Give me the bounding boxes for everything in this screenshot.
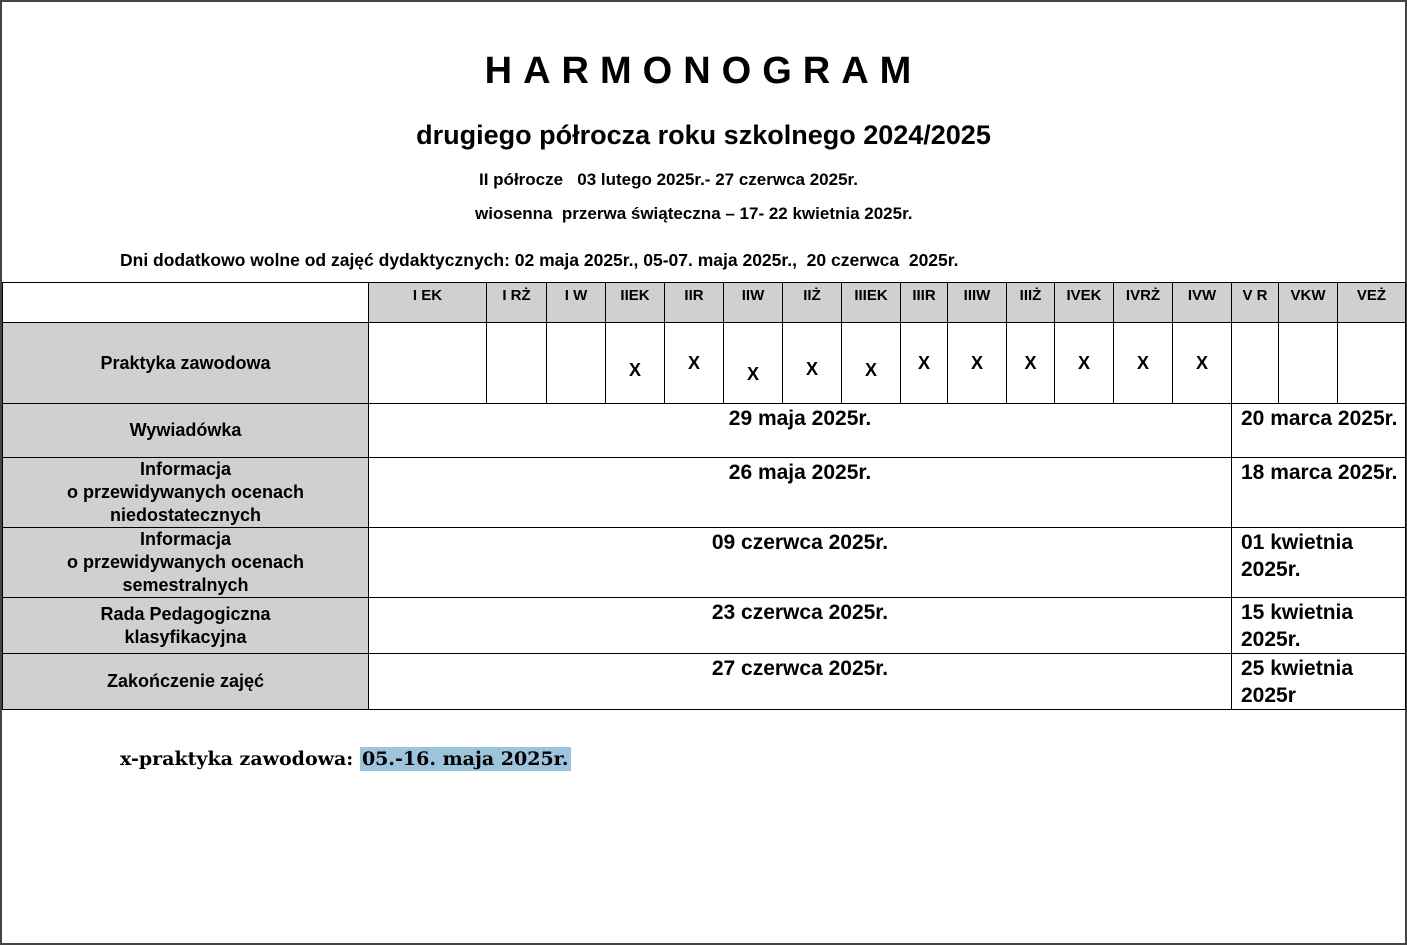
main-date-cell: 23 czerwca 2025r.	[369, 598, 1232, 654]
practice-mark: X	[665, 323, 724, 404]
class-header: VEŻ	[1338, 283, 1406, 323]
final-year-date-cell: 15 kwietnia 2025r.	[1232, 598, 1406, 654]
class-header: VKW	[1279, 283, 1338, 323]
row-label: Rada Pedagogiczna klasyfikacyjna	[3, 598, 369, 654]
class-header: IVRŻ	[1114, 283, 1173, 323]
class-header: IIR	[665, 283, 724, 323]
main-date-cell: 27 czerwca 2025r.	[369, 654, 1232, 710]
practice-mark: X	[948, 323, 1007, 404]
practice-mark	[1232, 323, 1279, 404]
corner-cell	[3, 283, 369, 323]
row-label: Informacja o przewidywanych ocenach niedostatecznych	[3, 458, 369, 528]
final-year-date-cell: 20 marca 2025r.	[1232, 404, 1406, 458]
table-row	[3, 598, 1406, 654]
class-header: I EK	[369, 283, 487, 323]
class-header: IVW	[1173, 283, 1232, 323]
practice-mark: X	[606, 323, 665, 404]
final-year-date-cell: 25 kwietnia 2025r	[1232, 654, 1406, 710]
class-header: V R	[1232, 283, 1279, 323]
row-label: Informacja o przewidywanych ocenach semestralnych	[3, 528, 369, 598]
footnote-dates: 05.-16. maja 2025r.	[361, 748, 569, 770]
document-subtitle: drugiego półrocza roku szkolnego 2024/2025	[416, 120, 991, 150]
practice-mark: X	[1173, 323, 1232, 404]
practice-mark	[1338, 323, 1406, 404]
main-date-cell: 29 maja 2025r.	[369, 404, 1232, 458]
semester-dates: II półrocze 03 lutego 2025r.- 27 czerwca 2025r.	[479, 170, 858, 189]
final-year-date-cell: 18 marca 2025r.	[1232, 458, 1406, 528]
practice-label: Praktyka zawodowa	[3, 323, 369, 404]
practice-mark	[1279, 323, 1338, 404]
class-header-row	[3, 283, 1406, 323]
main-date-cell: 26 maja 2025r.	[369, 458, 1232, 528]
class-header: IIW	[724, 283, 783, 323]
class-header: IVEK	[1055, 283, 1114, 323]
practice-mark: X	[724, 323, 783, 404]
class-header: IIIW	[948, 283, 1007, 323]
table-row	[3, 458, 1406, 528]
practice-mark	[369, 323, 487, 404]
practice-mark: X	[1007, 323, 1055, 404]
class-header: IIIEK	[842, 283, 901, 323]
final-year-date-cell: 01 kwietnia 2025r.	[1232, 528, 1406, 598]
practice-row	[3, 323, 1406, 404]
practice-mark: X	[842, 323, 901, 404]
practice-mark: X	[1114, 323, 1173, 404]
table-row	[3, 404, 1406, 458]
class-header: I RŻ	[487, 283, 547, 323]
class-header: IIŻ	[783, 283, 842, 323]
footnote	[120, 744, 571, 774]
row-label: Wywiadówka	[3, 404, 369, 458]
spring-break-dates: wiosenna przerwa świąteczna – 17- 22 kwietnia 2025r.	[475, 204, 913, 223]
class-header: IIIŻ	[1007, 283, 1055, 323]
class-header: I W	[547, 283, 606, 323]
document-title: HARMONOGRAM	[484, 50, 923, 92]
row-label: Zakończenie zajęć	[3, 654, 369, 710]
practice-mark: X	[783, 323, 842, 404]
main-date-cell: 09 czerwca 2025r.	[369, 528, 1232, 598]
table-row	[3, 654, 1406, 710]
class-header: IIEK	[606, 283, 665, 323]
footnote-prefix: x-praktyka zawodowa:	[120, 748, 360, 770]
practice-mark	[487, 323, 547, 404]
practice-mark	[547, 323, 606, 404]
schedule-table	[2, 282, 1406, 710]
table-row	[3, 528, 1406, 598]
practice-mark: X	[901, 323, 948, 404]
practice-mark: X	[1055, 323, 1114, 404]
class-header: IIIR	[901, 283, 948, 323]
free-days-info: Dni dodatkowo wolne od zajęć dydaktycznych: 02 maja 2025r., 05-07. maja 2025r., 20 czerwca 2025r.	[120, 250, 959, 270]
